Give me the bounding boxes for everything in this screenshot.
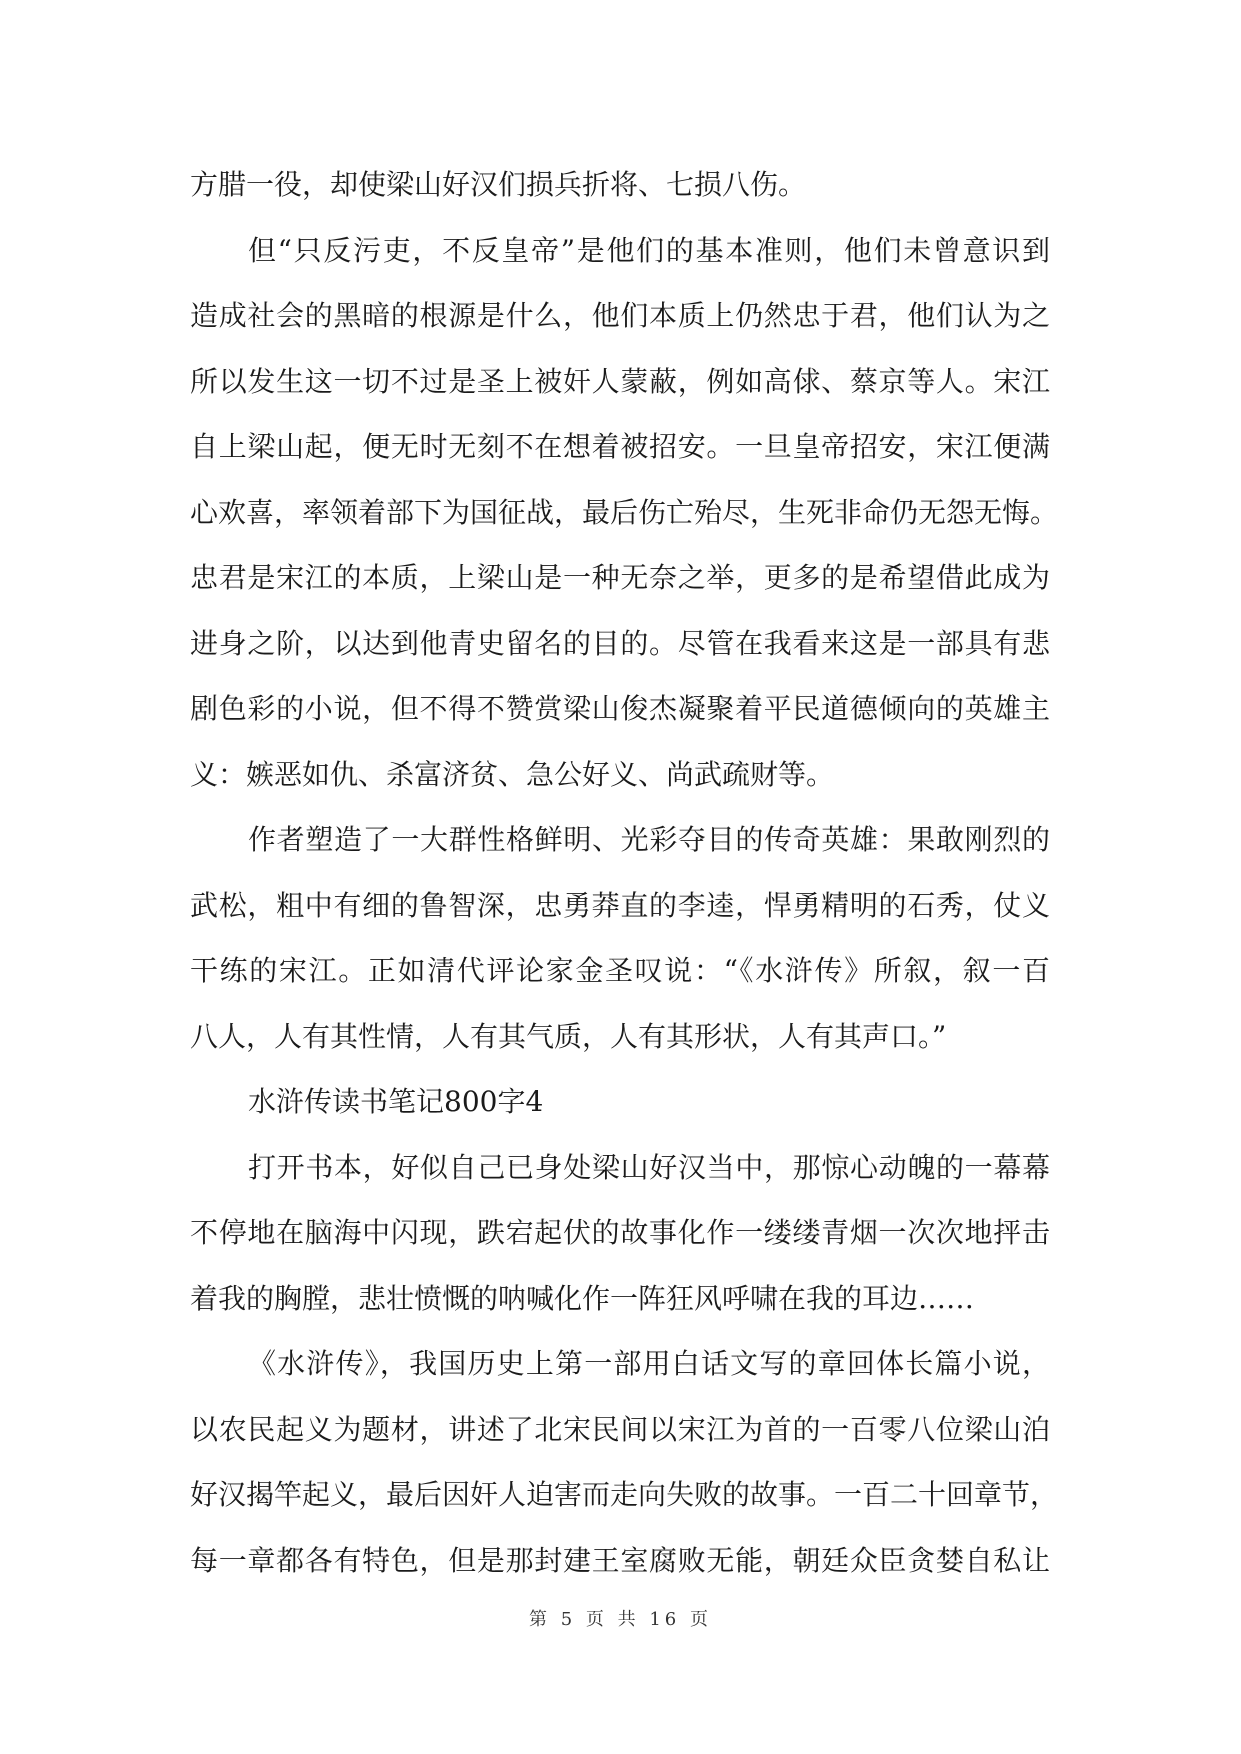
text-line: 心欢喜，率领着部下为国征战，最后伤亡殆尽，生死非命仍无怨无悔。	[190, 495, 1059, 529]
text-line: 打开书本，好似自己已身处梁山好汉当中，那惊心动魄的一幕幕	[248, 1150, 1050, 1184]
text-line: 剧色彩的小说，但不得不赞赏梁山俊杰凝聚着平民道德倾向的英雄主	[190, 692, 1050, 725]
text-line: 进身之阶，以达到他青史留名的目的。尽管在我看来这是一部具有悲	[190, 626, 1050, 660]
text-line: 每一章都各有特色，但是那封建王室腐败无能，朝廷众臣贪婪自私让	[190, 1543, 1050, 1577]
text-line: 但“只反污吏，不反皇帝”是他们的基本准则，他们未曾意识到	[248, 233, 1050, 267]
text-line: 水浒传读书笔记800字4	[248, 1085, 544, 1118]
text-line: 忠君是宋江的本质，上梁山是一种无奈之举，更多的是希望借此成为	[190, 561, 1050, 594]
page-footer: 第 5 页 共 16 页	[529, 1609, 712, 1630]
text-line: 八人，人有其性情，人有其气质，人有其形状，人有其声口。”	[190, 1019, 947, 1053]
text-line: 所以发生这一切不过是圣上被奸人蒙蔽，例如高俅、蔡京等人。宋江	[190, 364, 1050, 398]
text-line: 以农民起义为题材，讲述了北宋民间以宋江为首的一百零八位梁山泊	[190, 1412, 1050, 1446]
text-line: 干练的宋江。正如清代评论家金圣叹说：“《水浒传》所叙，叙一百	[190, 954, 1050, 987]
body-text	[190, 152, 1059, 1593]
text-line: 着我的胸膛，悲壮愤慨的呐喊化作一阵狂风呼啸在我的耳边……	[190, 1281, 975, 1315]
text-line: 作者塑造了一大群性格鲜明、光彩夺目的传奇英雄：果敢刚烈的	[248, 823, 1050, 856]
text-line: 武松，粗中有细的鲁智深，忠勇莽直的李逵，悍勇精明的石秀，仗义	[190, 888, 1050, 922]
text-line: 造成社会的黑暗的根源是什么，他们本质上仍然忠于君，他们认为之	[190, 299, 1050, 332]
text-line: 不停地在脑海中闪现，跌宕起伏的故事化作一缕缕青烟一次次地抨击	[190, 1216, 1050, 1249]
text-line: 方腊一役，却使梁山好汉们损兵折将、七损八伤。	[190, 168, 807, 201]
text-line: 义：嫉恶如仇、杀富济贫、急公好义、尚武疏财等。	[190, 757, 835, 791]
text-line: 《水浒传》，我国历史上第一部用白话文写的章回体长篇小说，	[248, 1347, 1050, 1380]
text-line: 自上梁山起，便无时无刻不在想着被招安。一旦皇帝招安，宋江便满	[190, 430, 1050, 463]
text-line: 好汉揭竿起义，最后因奸人迫害而走向失败的故事。一百二十回章节，	[190, 1478, 1059, 1511]
